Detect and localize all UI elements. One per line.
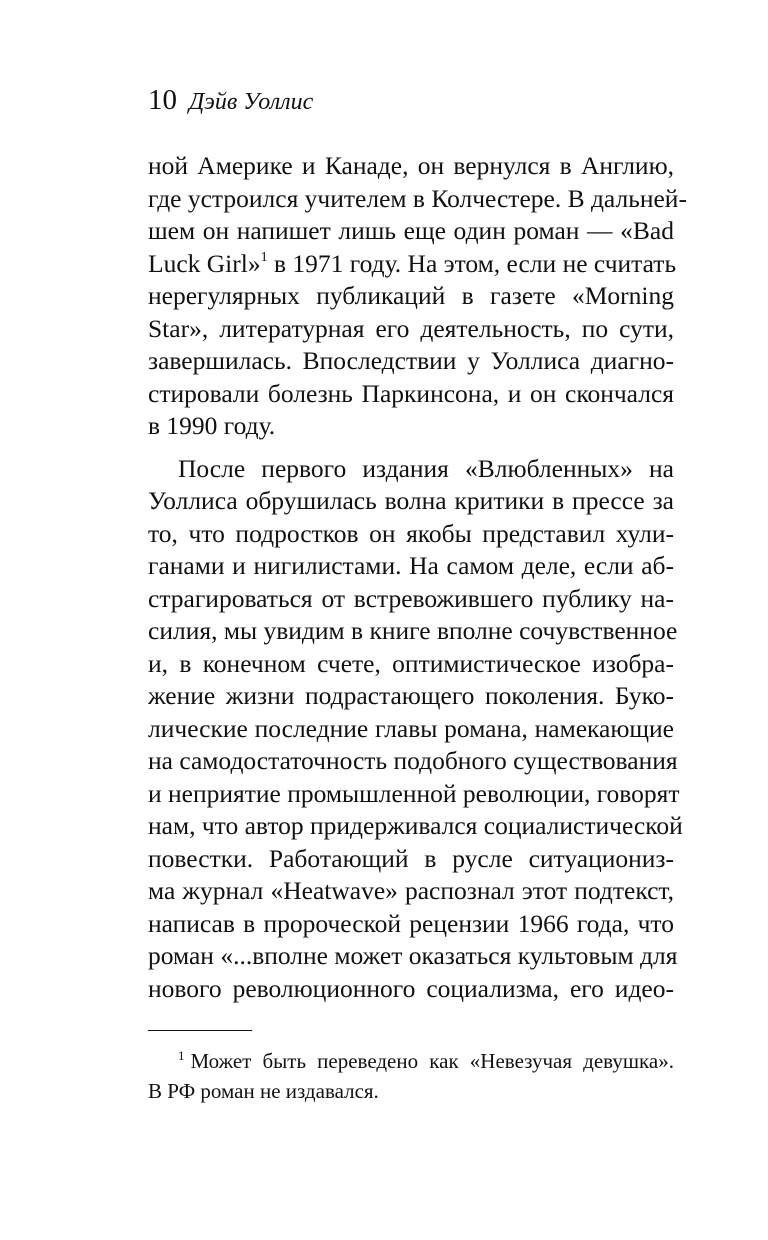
footnote-divider: [148, 1030, 252, 1031]
text-line: в 1990 году.: [148, 411, 276, 440]
footnote: [148, 1046, 674, 1106]
text-line-with-footnote-ref: [148, 248, 677, 281]
footnote-line: [148, 1046, 674, 1076]
text-line: шем он напишет лишь еще один роман — «Bad: [148, 216, 674, 245]
text-line: повестки. Работающий в русле ситуациониз-: [148, 843, 674, 873]
footnote-marker: 1: [178, 1048, 185, 1063]
text-line: Star», литературная его деятельность, по сути,: [148, 313, 674, 343]
text-line: страгироваться от встревожившего публику на-: [148, 583, 674, 613]
body-text: [148, 150, 687, 1005]
footnote-text: Может быть переведено как «Невезучая девушка».: [190, 1049, 674, 1073]
text-line: силия, мы увидим в книге вполне сочувственное: [148, 616, 678, 645]
text-line: и неприятие промышленной революции, говорят: [148, 778, 680, 808]
text-line: завершилась. Впоследствии у Уоллиса диагно-: [148, 346, 674, 375]
footnote-line: В РФ роман не издавался.: [148, 1079, 379, 1103]
text-line: После первого издания «Влюбленных» на: [178, 453, 674, 483]
paragraph-gap: [148, 443, 674, 453]
text-line: Уоллиса обрушилась волна критики в прессе за: [148, 486, 674, 515]
text-line: нового революционного социализма, его идео-: [148, 973, 674, 1003]
text-line: стировали болезнь Паркинсона, и он скончался: [148, 378, 674, 408]
text-fragment: в 1971 году. На этом, если не считать: [267, 248, 677, 278]
text-line: нам, что автор придерживался социалистической: [148, 811, 683, 840]
paragraph-2: [148, 453, 683, 1006]
footnote-reference[interactable]: 1: [260, 249, 268, 265]
running-head: [148, 84, 313, 117]
text-line: лические последние главы романа, намекающие: [148, 713, 674, 743]
text-line: жение жизни подрастающего поколения. Буко-: [148, 681, 674, 710]
text-line: роман «...вполне может оказаться культовым для: [148, 941, 678, 970]
text-fragment: Luck Girl»: [148, 248, 261, 278]
text-line: ганами и нигилистами. На самом деле, если аб-: [148, 551, 674, 580]
text-line: на самодостаточность подобного существования: [148, 746, 678, 775]
text-line: нерегулярных публикаций в газете «Morning: [148, 281, 674, 310]
paragraph-1: [148, 150, 687, 443]
text-line: то, что подростков он якобы представил хули-: [148, 518, 674, 548]
text-line: написав в пророческой рецензии 1966 года, что: [148, 908, 674, 938]
page-number: 10: [148, 84, 177, 116]
author-name: Дэйв Уоллис: [189, 89, 314, 115]
text-line: ной Америке и Канаде, он вернулся в Англию,: [148, 151, 674, 180]
text-line: и, в конечном счете, оптимистическое изобра-: [148, 648, 674, 678]
text-line: где устроился учителем в Колчестере. В дальней-: [148, 183, 687, 213]
text-line: ма журнал «Heatwave» распознал этот подтекст,: [148, 876, 674, 905]
